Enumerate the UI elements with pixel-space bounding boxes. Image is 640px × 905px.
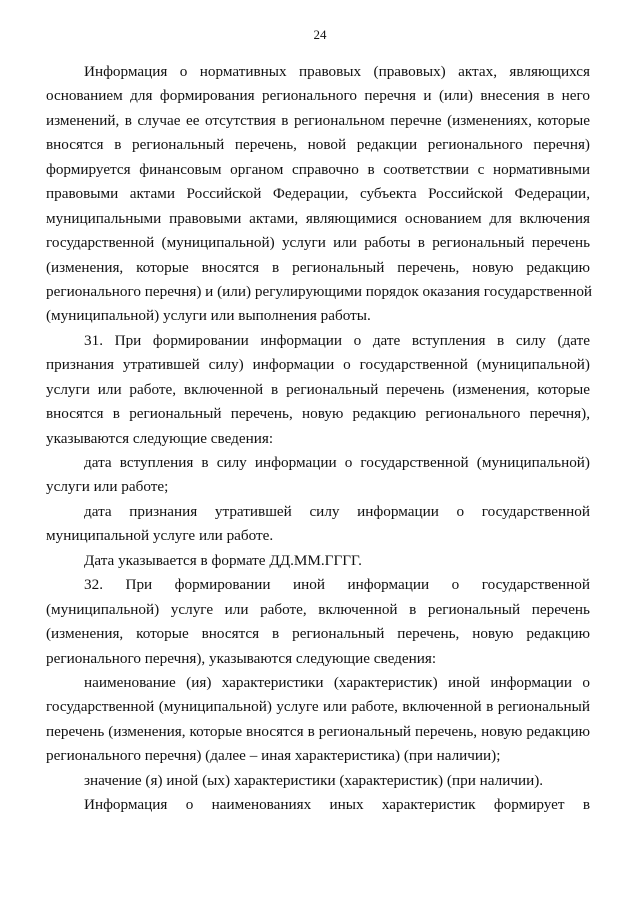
text-line: (изменения, которые вносятся в региональный перечень, новую редакцию [46,625,590,643]
text-line: наименование (ия) характеристики (характеристик) иной информации о [84,673,590,691]
text-line: основанием для формирования регионального перечня и (или) внесения в него [46,87,590,105]
text-line: формируется финансовым органом справочно в соответствии с нормативными [46,160,590,178]
paragraph-item-31-expiry-date [46,500,590,549]
text-line: дата вступления в силу информации о государственной (муниципальной) [84,454,590,471]
text-line: 31. При формировании информации о дате вступления в силу (дате [84,331,590,349]
text-line: услуги или работе, включенной в региональный перечень (изменения, которые [46,380,590,398]
text-line: дата признания утратившей силу информации о государственной [84,502,590,520]
text-line: регионального перечня) и (или) регулирующими порядок оказания государственной [46,282,593,300]
text-line: (муниципальной) услуги или выполнения работы. [46,307,371,325]
text-line: перечень (изменения, которые вносятся в региональный перечень, новую редакцию [46,722,590,740]
text-line: (муниципальной) услуге или работе, включенной в региональный перечень [46,600,590,618]
paragraph-item-32-characteristic-name [46,671,590,769]
text-line: Информация о наименованиях иных характеристик формирует в [84,796,590,814]
text-line: государственной (муниципальной) услуги или работы в региональный перечень [46,234,590,252]
paragraph-date-format [46,549,590,573]
text-line: признания утратившей силу) информации о государственной (муниципальной) [46,356,590,374]
text-line: правовыми актами Российской Федерации, субъекта Российской Федерации, [46,185,590,203]
text-line: 32. При формировании иной информации о государственной [84,576,590,594]
text-line: значение (я) иной (ых) характеристики (характеристик) (при наличии). [84,771,544,789]
text-line: изменений, в случае ее отсутствия в региональном перечне (изменениях, которые [46,111,590,129]
text-line: Дата указывается в формате ДД.ММ.ГГГГ. [84,551,362,569]
page-number: 24 [313,27,327,42]
text-line: государственной (муниципальной) услуге или работе, включенной в региональный [46,698,590,716]
text-line: услуги или работе; [46,478,169,496]
text-line: вносятся в региональный перечень, новой редакции регионального перечня) [46,136,590,154]
paragraph-info-names-other [46,793,590,817]
document-body [46,60,593,818]
paragraph-item-32-characteristic-value [46,769,590,793]
paragraph-item-32 [46,573,590,671]
paragraph-item-31 [46,329,590,451]
text-line: Информация о нормативных правовых (правовых) актах, являющихся [84,63,590,80]
paragraph-item-31-entry-date [46,451,590,500]
text-line: вносятся в региональный перечень, новую редакцию регионального перечня), [46,405,590,423]
text-line: (изменения, которые вносятся в региональный перечень, новую редакцию [46,258,590,276]
text-line: указываются следующие сведения: [46,429,274,447]
text-line: регионального перечня), указываются следующие сведения: [46,649,437,667]
text-line: муниципальной услуге или работе. [46,527,274,545]
text-line: муниципальными правовыми актами, являющимися основанием для включения [46,209,590,227]
text-line: регионального перечня) (далее – иная характеристика) (при наличии); [46,747,501,765]
paragraph-info-normative-acts [46,60,593,329]
